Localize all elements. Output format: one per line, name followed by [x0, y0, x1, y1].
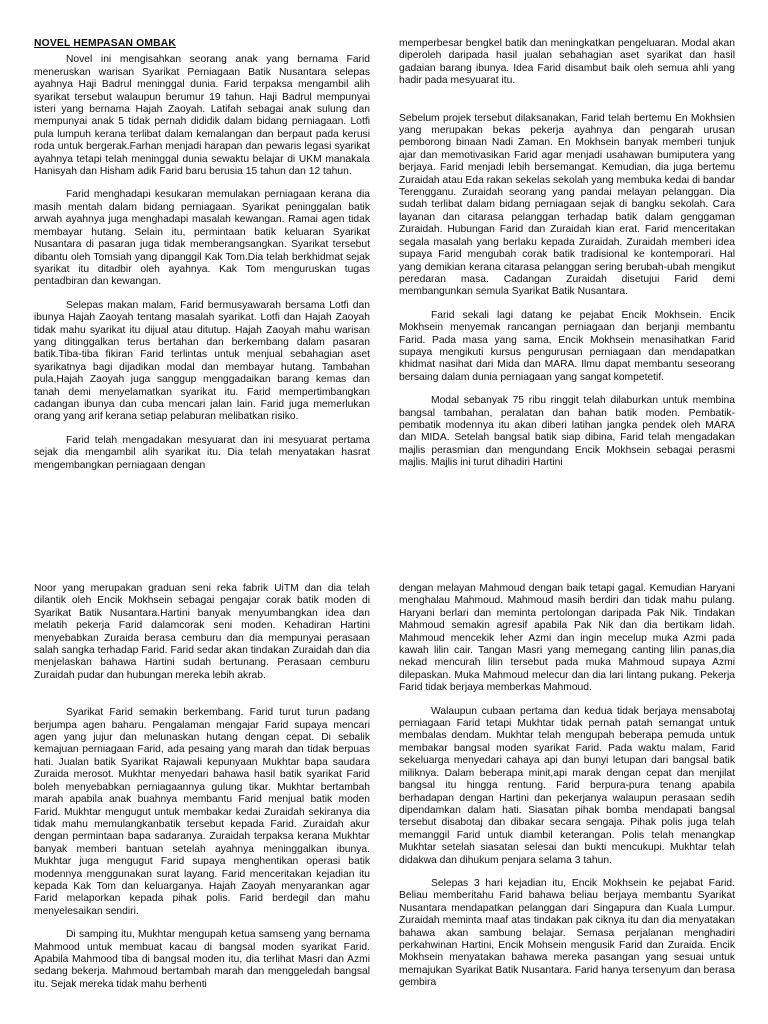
paragraph: Di samping itu, Mukhtar mengupah ketua samseng yang bernama Mahmood untuk membuat kacau di bangsal moden syarikat Farid. Apabila Mahmood tiba di bangsal moden itu, dia terlihat Masri dan Azmi sedang bekerja. Mahmoud bertambah marah dan menggeledah bangsal itu. Sejak mereka tidak mahu berhenti: [34, 929, 370, 990]
paragraph: Modal sebanyak 75 ribu ringgit telah dilaburkan untuk membina bangsal tambahan, peralatan dan bahan batik moden. Pembatik-pembatik modennya itu akan diberi latihan jangka pendek oleh MARA dan MIDA. Setelah bangsal batik siap dibina, Farid telah mengadakan majlis perasmian dan mengundang Encik Mokhsein sebagai perasmi majlis. Majlis ini turut dihadiri Hartini: [399, 395, 735, 469]
column-top-right: [399, 38, 735, 481]
document-title: NOVEL HEMPASAN OMBAK: [34, 38, 177, 49]
page-bottom: [0, 577, 768, 1024]
paragraph: Novel ini mengisahkan seorang anak yang bernama Farid meneruskan warisan Syarikat Perniagaan Batik Nusantara selepas ayahnya Haji Badrul meninggal dunia. Farid terpaksa mengambil alih syarikat tersebut walaupun berumur 19 tahun. Haji Badrul mempunyai isteri yang bernama Hajah Zaoyah. Latifah sebagai anak sulung dan mempunyai anak 5 tidak pernah dididik dalam bidang perniagaan. Lotfi pula lumpuh kerana terlibat dalam kemalangan dan berpaut pada kerusi roda untuk bergerak.Farhan menjadi harapan dan pewaris legasi syarikat ayahnya tetapi telah meninggal dunia sewaktu belajar di UKM manakala Hanisyah dan Hisham adik Farid baru berusia 15 tahun dan 12 tahun.: [34, 54, 370, 178]
column-bottom-right: [399, 583, 735, 1001]
paragraph: Syarikat Farid semakin berkembang. Farid turut turun padang berjumpa agen baharu. Pengalaman mengajar Farid supaya mencari agen yang jujur dan melunaskan hutang dengan cepat. Di sebalik kemajuan perniagaan Farid, ada pesaing yang marah dan tidak berpuas hati. Jualan batik Syarikat Rajawali kepunyaan Mukhtar bapa saudara Zuraida merosot. Mukhtar menyedari bahawa hasil batik syarikat Farid boleh menyebabkan perniagaannya gulung tikar. Mukhtar bertambah marah apabila anak buahnya membantu Farid menjual batik moden Farid. Mukhtar mengugut untuk membakar kedai Zuraidah sekiranya dia tidak mahu memulangkanbatik tersebut kepada Farid. Zuraidah akur dengan permintaan bapa sadaranya. Zuraidah terpaksa kerana Mukhtar banyak memberi bantuan setelah ayahnya meninggalkan ibunya. Mukhtar juga mengugut Farid supaya menghentikan operasi batik modennya menggunakan surat layang. Farid menceritakan kejadian itu kepada Kak Tom dan keluarganya. Hajah Zaoyah menyarankan agar Farid melaporkan kepada pihak polis. Farid berdegil dan mahu menyelesaikan sendiri.: [34, 707, 370, 917]
paragraph: Walaupun cubaan pertama dan kedua tidak berjaya mensabotaj perniagaan Farid tetapi Mukhtar tidak pernah patah semangat untuk membalas dendam. Mukhtar telah mengupah beberapa pemuda untuk membakar bangsal moden syarikat Farid. Pada waktu malam, Farid sekeluarga menyedari cahaya api dan bunyi letupan dari bangsal batik miliknya. Dalam beberapa minit,api marak dengan cepat dan menjilat bangsal itu hingga rentung. Farid berpura-pura tenang apabila berhadapan dengan Hartini dan pekerjanya walaupun perasaan sedih dipendamkan dalam hati. Siasatan pihak bomba mendapati bangsal tersebut disabotaj dan dibakar secara sengaja. Pihak polis juga telah memanggil Farid untuk diambil keterangan. Polis telah menangkap Mukhtar setelah siasatan selesai dan bukti mencukupi. Mukhtar telah didakwa dan dihukum penjara selama 3 tahun.: [399, 705, 735, 866]
paragraph: dengan melayan Mahmoud dengan baik tetapi gagal. Kemudian Haryani menghalau Mahmoud. Mahmoud masih berdiri dan tidak mahu pulang. Haryani berlari dan meminta pertolongan daripada Pak Nik. Tindakan Mahmoud semakin agresif apabila Pak Nik dan dia bertikam lidah. Mahmoud mencekik leher Azmi dan ingin mecelup muka Azmi pada kawah lilin cair. Tangan Masri yang memegang canting lilin panas,dia nekad mencurah lilin tersebut pada muka Mahmoud supaya Azmi dilepaskan. Muka Mahmoud melecur dan dia lari lintang pukang. Pekerja Farid tidak berjaya memberkas Mahmoud.: [399, 583, 735, 694]
paragraph: Farid telah mengadakan mesyuarat dan ini mesyuarat pertama sejak dia mengambil alih syarikat itu. Dia telah menyatakan hasrat mengembangkan perniagaan dengan: [34, 434, 370, 471]
paragraph: Farid menghadapi kesukaran memulakan perniagaan kerana dia masih mentah dalam bidang perniagaan. Syarikat peninggalan batik arwah ayahnya juga menghadapi masalah kewangan. Ramai agen tidak membayar hutang. Selain itu, permintaan batik keluaran Syarikat Nusantara di pasaran juga tidak memberangsangkan. Syarikat tersebut dibantu oleh Tomsiah yang dipanggil Kak Tom.Dia telah berkhidmat sejak syarikat itu ditadbir oleh ayahnya. Kak Tom menguruskan tugas pentadbiran dan kewangan.: [34, 189, 370, 288]
paragraph: Sebelum projek tersebut dilaksanakan, Farid telah bertemu En Mokhsien yang merupakan bekas pekerja ayahnya dan pengarah urusan pemborong binaan Nadi Zaman. En Mokhsein banyak memberi tunjuk ajar dan memotivasikan Farid agar menjadi usahawan bumiputera yang berjaya. Farid menjadi lebih bersemangat. Kemudian, dia juga bertemu Zuraidah atau Eda rakan sekelas sekolah yang membuka kedai di bandar Terengganu. Zuraidah seorang yang pandai melayan pelanggan. Dia sudah terlibat dalam bidang perniagaan sejak di bangku sekolah. Cara layanan dan citarasa pelanggan terhadap batik dalam genggaman Zuraidah. Hubungan Farid dan Zuraidah kian erat. Farid menceritakan segala masalah yang berlaku kepada Zuraidah. Zuraidah memberi idea supaya Farid mengubah corak batik tradisional ke kontemporari. Hal yang demikian kerana citarasa pelanggan sering berubah-ubah mengikut peredaran masa. Cadangan Zuraidah disetujui Farid demi membangunkan semula Syarikat Batik Nusantara.: [399, 112, 736, 298]
paragraph: Selepas 3 hari kejadian itu, Encik Mokhsein ke pejabat Farid. Beliau memberitahu Farid bahawa beliau berjaya membantu Syarikat Nusantara mendapatkan pelanggan dari Singapura dan Kuala Lumpur. Zuraidah meminta maaf atas tindakan pak ciknya itu dan dia menyatakan bahawa akan sambung belajar. Semasa perjalanan menghadiri perkahwinan Hartini, Encik Mohsein mengusik Farid dan Zuraida. Encik Mokhsein menyatakan bahawa mereka pasangan yang sesuai untuk memajukan Syarikat Batik Nusantara. Farid hanya tersenyum dan berasa gembira: [399, 877, 735, 989]
column-top-left: [34, 38, 370, 483]
column-bottom-left: [34, 583, 370, 1002]
paragraph: Selepas makan malam, Farid bermusyawarah bersama Lotfi dan ibunya Hajah Zaoyah tentang masalah syarikat. Lotfi dan Hajah Zaoyah tidak mahu syarikat itu dijual atau ditutup. Hajah Zaoyah mahu warisan yang ditinggalkan terus bertahan dan berkembang dalam pasaran batik.Tiba-tiba fikiran Farid terlintas untuk menjual sebahagian aset syarikatnya bagi dijadikan modal dan membayar hutang. Tambahan pula,Hajah Zaoyah juga sanggup menggadaikan barang kemas dan tanah demi menyelamatkan syarikat itu. Farid mempertimbangkan cadangan ibunya dan cuba mencari jalan lain. Farid juga memerlukan orang yang arif kerana setiap pelaburan melibatkan risiko.: [34, 299, 370, 423]
paragraph: Farid sekali lagi datang ke pejabat Encik Mokhsein. Encik Mokhsein menyemak rancangan perniagaan dan berjanji membantu Farid. Pada masa yang sama, Encik Mokhsein menasihatkan Farid supaya mengikuti kursus pengurusan perniagaan dan mendapatkan khidmat nasihat dari Mida dan MARA. Ilmu dapat membantu seseorang bersaing dalam dunia perniagaan yang sangat kompetetif.: [399, 309, 735, 383]
paragraph: memperbesar bengkel batik dan meningkatkan pengeluaran. Modal akan diperoleh daripada hasil jualan sebahagian aset syarikat dan hasil gadaian barang ibunya. Idea Farid disambut baik oleh semua ahli yang hadir pada mesyuarat itu.: [399, 38, 735, 87]
page-break: [0, 556, 768, 577]
paragraph: Noor yang merupakan graduan seni reka fabrik UiTM dan dia telah dilantik oleh Encik Mokhsein sebagai pengajar corak batik moden di Syarikat Batik Nusantara.Hartini banyak menyumbangkan idea dan melatih pekerja Farid dalamcorak seni moden. Kehadiran Hartini menyebabkan Zuraida berasa cemburu dan dia mempunyai perasaan salah sangka terhadap Farid. Farid sedar akan tindakan Zuraidah dan dia menjelaskan bahawa Hartini sudah bertunang. Perasaan cemburu Zuraidah pudar dan hubungan mereka lebih akrab.: [34, 583, 370, 681]
